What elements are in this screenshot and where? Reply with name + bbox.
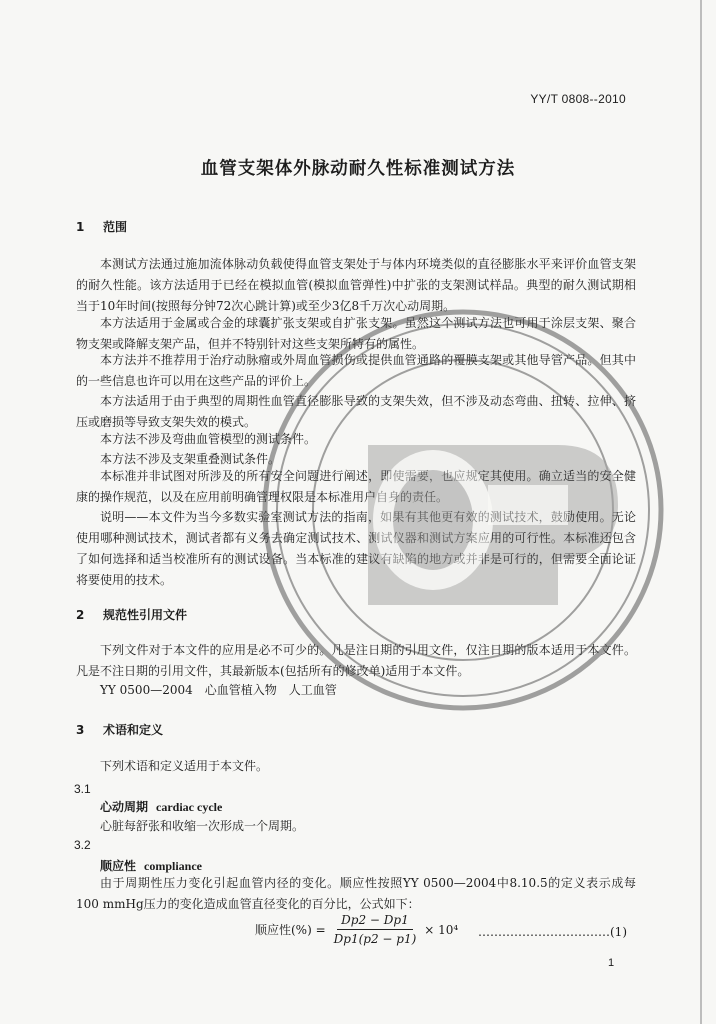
page-number: 1 bbox=[608, 957, 615, 969]
paragraph: 下列术语和定义适用于本文件。 bbox=[100, 759, 269, 773]
paragraph: 本测试方法通过施加流体脉动负载使得血管支架处于与体内环境类似的直径膨胀水平来评价血管支架的耐久性能。该方法适用于已经在模拟血管(模拟血管弹性)中扩张的支架测试样品。典型的耐久测试期相当于10年时间(按照每分钟72次心跳计算)或至少3亿8千万次心动周期。 bbox=[76, 257, 636, 313]
term-english: cardiac cycle bbox=[156, 800, 223, 814]
formula-lhs: 顺应性(%) = bbox=[255, 923, 326, 937]
paragraph: 本方法不涉及弯曲血管模型的测试条件。 bbox=[100, 432, 317, 446]
paragraph: 下列文件对于本文件的应用是必不可少的。凡是注日期的引用文件，仅注日期的版本适用于本文件。凡是不注日期的引用文件，其最新版本(包括所有的修改单)适用于本文件。 bbox=[76, 643, 636, 678]
section-2-heading bbox=[76, 606, 187, 623]
paragraph: 本标准并非试图对所涉及的所有安全问题进行阐述，即使需要，也应规定其使用。确立适当的安全健康的操作规范，以及在应用前明确管理权限是本标准用户自身的责任。 bbox=[76, 469, 636, 504]
section-number: 2 bbox=[76, 608, 85, 622]
term-definition: 心脏每舒张和收缩一次形成一个周期。 bbox=[100, 819, 305, 833]
standard-number: YY/T 0808--2010 bbox=[530, 92, 626, 106]
section-number: 3 bbox=[76, 723, 85, 737]
section-1-heading bbox=[76, 218, 127, 235]
paragraph: 本方法不涉及支架重叠测试条件。 bbox=[100, 452, 281, 466]
term-number: 3.2 bbox=[74, 838, 91, 852]
term-heading bbox=[100, 798, 222, 815]
scan-edge-line bbox=[700, 0, 702, 1024]
term-chinese: 心动周期 bbox=[100, 800, 149, 814]
reference-entry: YY 0500—2004 心血管植入物 人工血管 bbox=[100, 683, 337, 697]
term-definition: 由于周期性压力变化引起血管内径的变化。顺应性按照YY 0500—2004中8.10.5的定义表示成每100 mmHg压力的变化造成血管直径变化的百分比，公式如下： bbox=[76, 876, 636, 911]
formula-denominator: Dp1(p2 − p1) bbox=[333, 932, 417, 946]
paragraph: 本方法适用于由于典型的周期性血管直径膨胀导致的支架失效，但不涉及动态弯曲、扭转、拉伸、挤压或磨损等导致支架失效的模式。 bbox=[76, 394, 636, 429]
formula-factor: × 10⁴ bbox=[424, 922, 459, 937]
term-english: compliance bbox=[144, 859, 203, 873]
equation-number: ……………………………(1) bbox=[478, 925, 627, 939]
term-heading bbox=[100, 857, 202, 874]
term-chinese: 顺应性 bbox=[100, 859, 137, 873]
document-title: 血管支架体外脉动耐久性标准测试方法 bbox=[200, 159, 516, 179]
formula-numerator: Dp2 − Dp1 bbox=[337, 913, 413, 930]
paragraph: 本方法适用于金属或合金的球囊扩张支架或自扩张支架。虽然这个测试方法也可用于涂层支架、聚合物支架或降解支架产品，但并不特别针对这些支架所特有的属性。 bbox=[76, 316, 636, 351]
section-title: 范围 bbox=[103, 220, 128, 234]
section-title: 规范性引用文件 bbox=[103, 608, 188, 622]
paragraph: 本方法并不推荐用于治疗动脉瘤或外周血管损伤或提供血管通路的覆膜支架或其他导管产品。但其中的一些信息也许可以用在这些产品的评价上。 bbox=[76, 353, 636, 388]
section-title: 术语和定义 bbox=[103, 723, 164, 737]
formula-fraction bbox=[330, 913, 421, 946]
paragraph: 说明——本文件为当今多数实验室测试方法的指南，如果有其他更有效的测试技术，鼓励使用。无论使用哪种测试技术，测试者都有义务去确定测试技术、测试仪器和测试方案应用的可行性。本标准还包含了如何选择和适当校准所有的测试设备。当本标准的建议有缺陷的地方或并非是可行的，但需要全面论证将要使用的技术。 bbox=[76, 510, 636, 587]
section-number: 1 bbox=[76, 220, 85, 234]
section-3-heading bbox=[76, 721, 163, 738]
compliance-formula bbox=[255, 913, 458, 946]
term-number: 3.1 bbox=[74, 782, 91, 796]
